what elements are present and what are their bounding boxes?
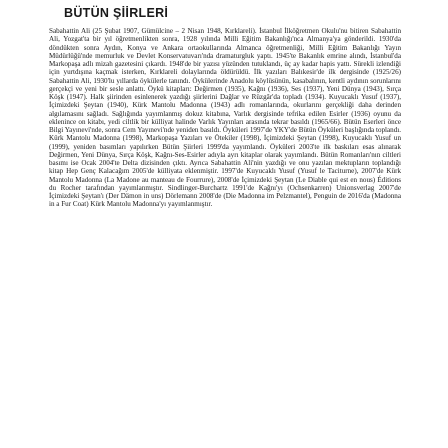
document-title: BÜTÜN ŞİİRLERİ (64, 6, 169, 20)
document-body: Sabahattin Ali (25 Şubat 1907, Gümülcine – 2 Nisan 1948, Kırklareli). İstanbul İlköğretmen Okulu'nu bitiren Sabahattin Ali, Yozgat'ta bir yıl öğretmenlikten sonra, 1928 yılında Milli Eğitim Bakanlığı'nca Almanya'ya gönderildi. 1930'da döndükten sonra Aydın, Konya ve Ankara ortaokullarında Almanca öğretmenliği, Milli Eğitim Bakanlığı Yayın Müdürlüğü'nde memurluk ve Devlet Konservatuvarı'nda dramaturgluk yaptı. 1945'te Bakanlık emrine alındı, İstanbul'da Markopaşa adlı mizah gazetesini çıkardı. 1948'de bir yazısı yüzünden tutuklandı, üç ay kadar hapis yattı. Sürekli izlendiği için yurtdışına kaçmak isterken, Kırklareli dolaylarında öldürüldü. İlk yazıları Balıkesir'de ilk dergisinde (1925/26) Sabahattin Ali, 1930'lu yıllarda öykülerle tanındı. Öykülerinde Anadolu köylüsünün, kasabalının, kentli aydının sorunlarını gerçekçi ve yeni bir sesle anlattı. Öykü kitapları: Değirmen (1935), Kağnı (1936), Ses (1937), Yeni Dünya (1943), Sırça Köşk (1947). Halk şiirinden esinlenerek yazdığı şiirlerini Dağlar ve Rüzgâr'da topladı (1934). Kuyucaklı Yusuf (1937), İçimizdeki Şeytan (1940), Kürk Mantolu Madonna (1943) adlı romanlarında, okurlarını gerçekliği daha derinden algılamasını sağladı. Sağlığında yayımlanmış dokuz kitabına, Varlık dergisinde tefrika edilen Esirler (1936) oyunu da eklenince on kitabı, yedi ciltlik bir külliyat halinde Varlık Yayınları arasında tekrar basıldı (1965/66). Bütün Eserleri önce Bilgi Yayınevi'nde, sonra Cem Yayınevi'nde yeniden basıldı. Öyküleri 1997'de YKY'de Bütün Öyküleri başlığında toplandı. Kürk Mantolu Madonna (1998), Markopaşa Yazıları ve Ötekiler (1998), İçimizdeki Şeytan (1998), Kuyucaklı Yusuf un (1999), yeniden basımları yapılırken Bütün Şiirleri 1999'da yayımlandı. Öyküleri 2003'te ilk baskıları esas alınarak Değirmen, Yeni Dünya, Sırça Köşk, Kağnı-Ses-Esirler adıyla ayrı kitaplar olarak yayımlandı. Bütün Romanları'nın ciltleri basımı ise Ocak 2004'te Delta dizisinden çıktı. Ayrıca Sabahattin Ali'nin yazdığı ve onu yazılan mektupların toplandığı kitap Hep Genç Kalacağım 2005'de külliyata eklenmiştir. 1997'de Kuyucaklı Yusuf (Yusuf le Taciturne), 2007'de Kürk Mantolu Madonna (La Madone au manteau de Fourrure), 2008'de İçimizdeki Şeytan (Le Diable qui est en nous) Éditions du Rocher tarafından yayımlanmıştır. Sindlinger-Burchartz 1991'de Kağnı'yı (Ochsenkarren) Unionsverlag 2007'de İçimizdeki Şeytan'ı (Der Dämon in uns) Dörlemann 2008'de (Die Madonna im Pelzmantel), Penguin de 2016'da (Madonna in a Fur Coat) Kürk Mantolu Madonna'yı yayımlanmıştır. (49, 27, 401, 209)
